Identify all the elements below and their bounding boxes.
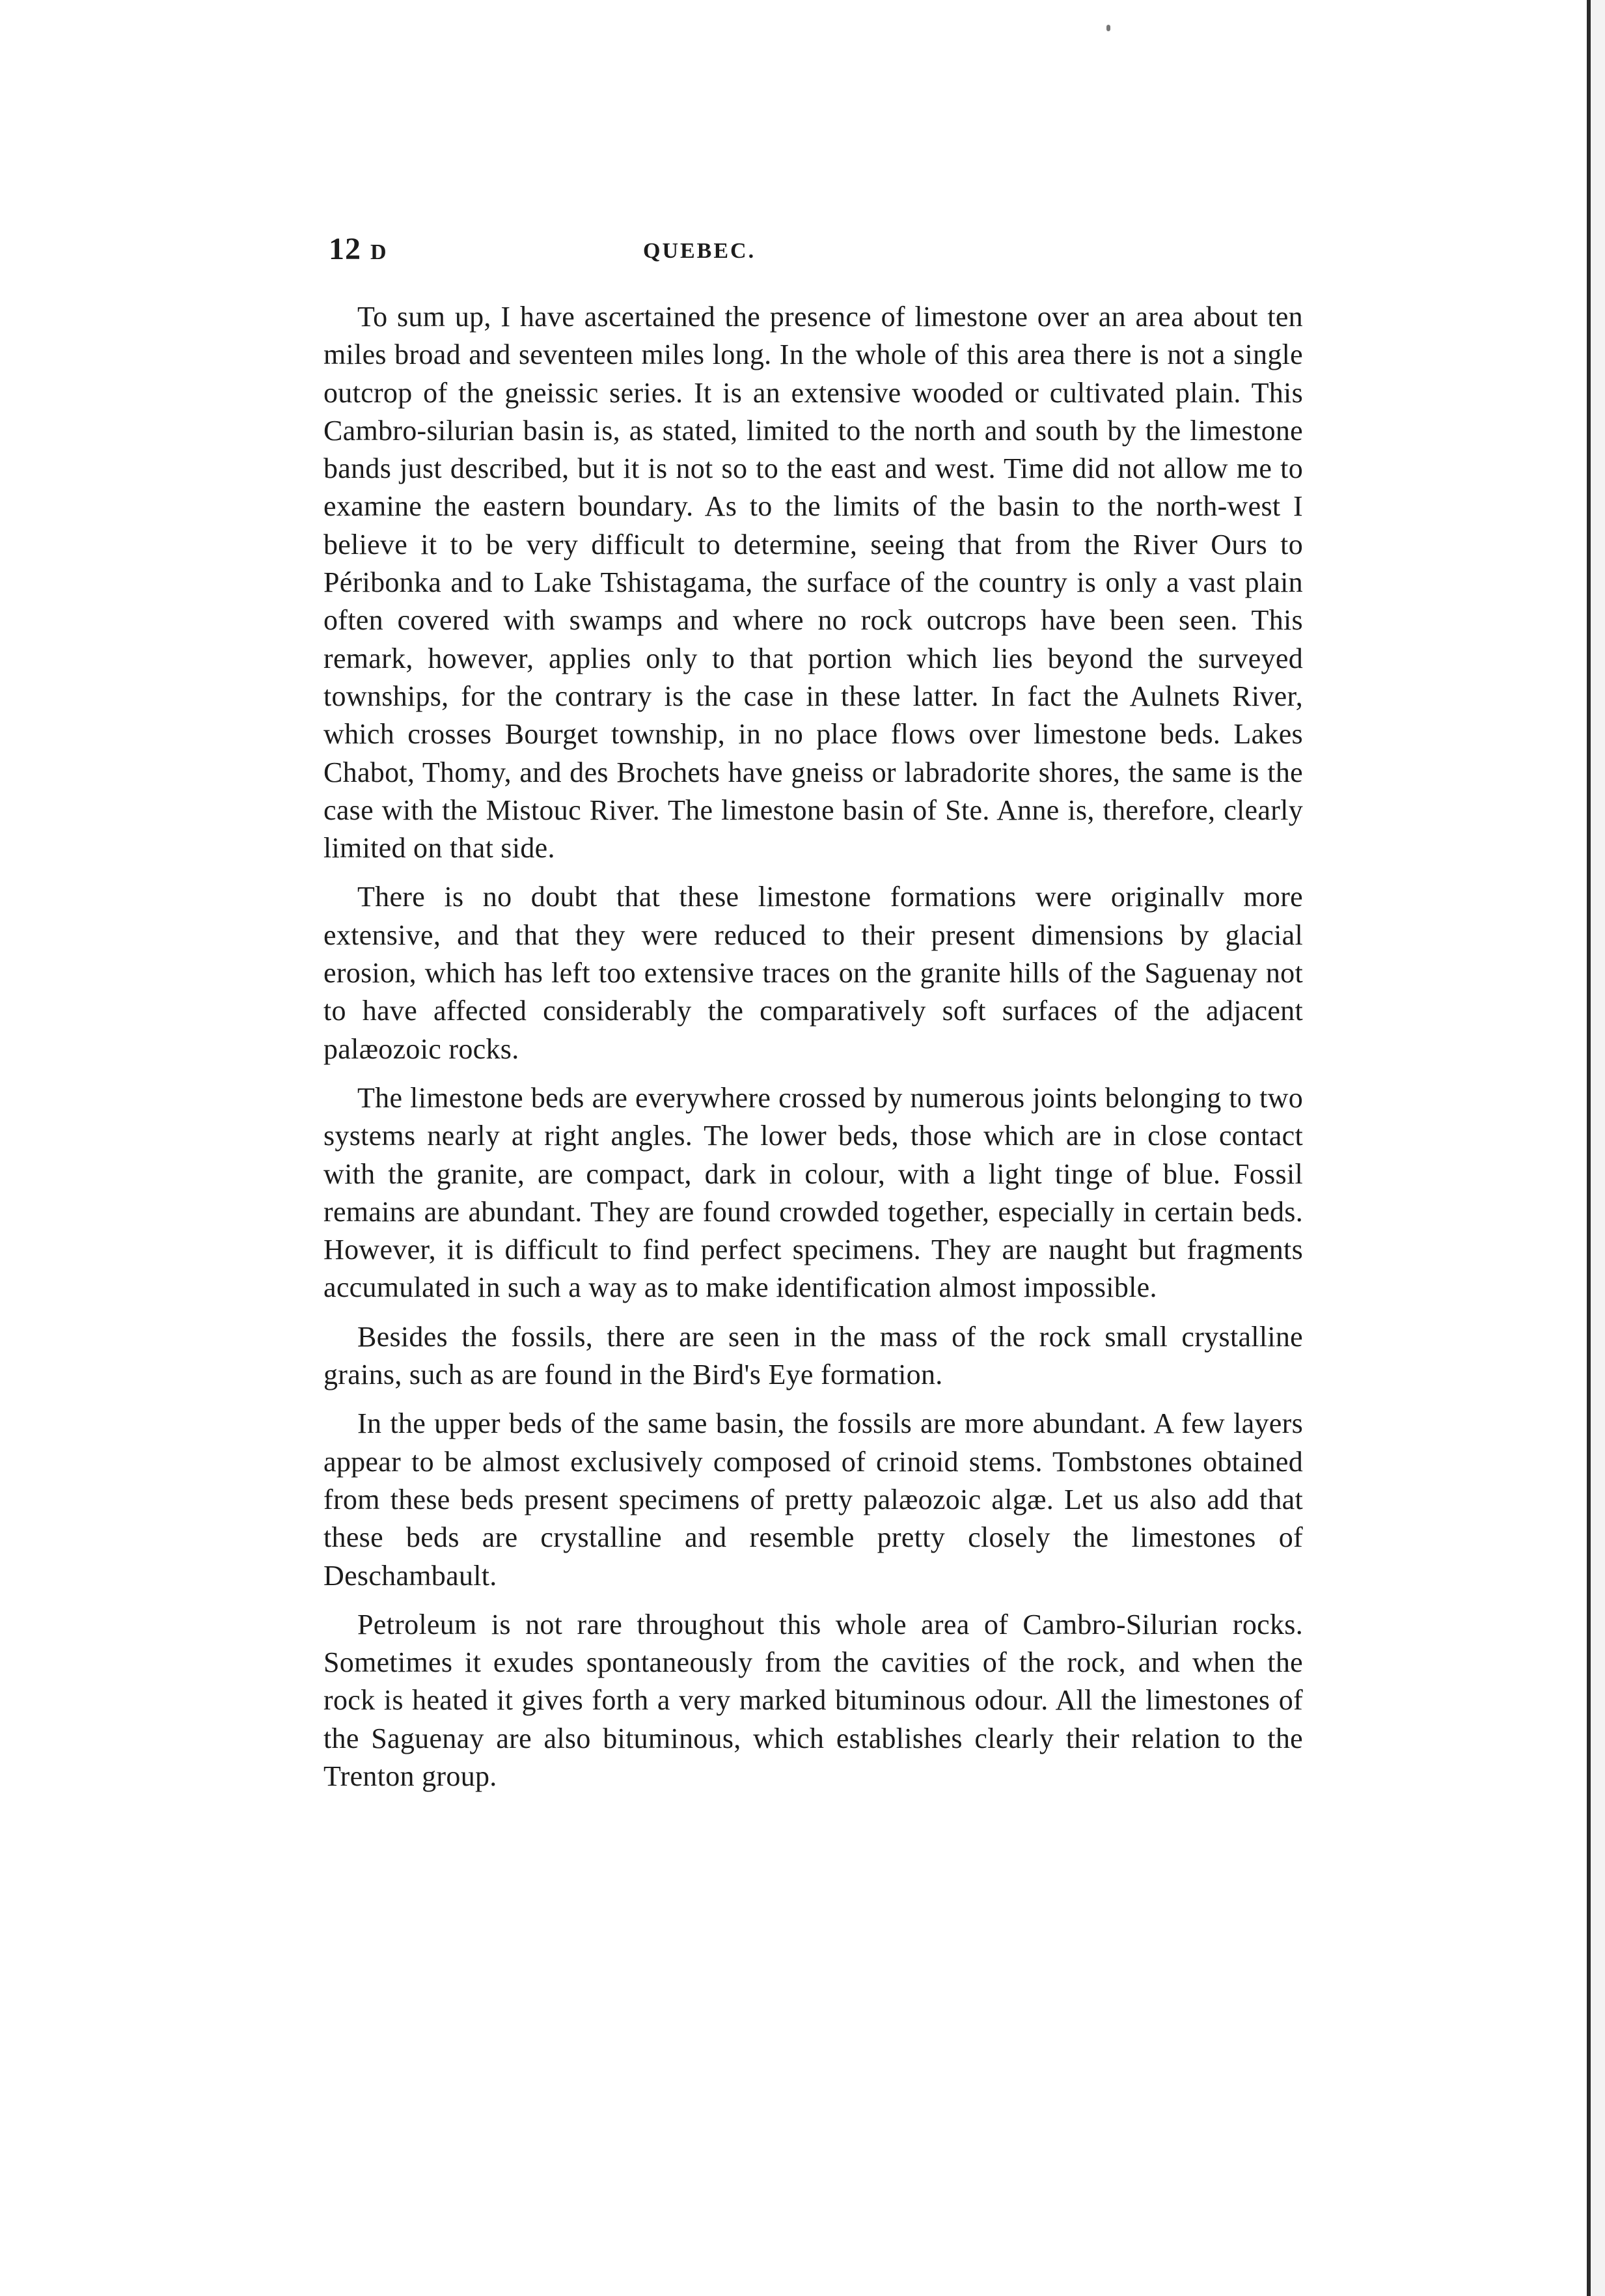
paragraph-5: In the upper beds of the same basin, the fossils are more abundant. A few layers appear to be almost exclusively composed of crinoid stems. Tombstones obtained from these beds present specimens of pretty palæozoic algæ. Let us also add that these beds are crystalline and resemble pretty closely the limestones of Deschambault. bbox=[323, 1407, 1303, 1592]
paragraph-6: Petroleum is not rare throughout this whole area of Cambro-Silurian rocks. Sometimes it exudes spontaneously from the cavities of the rock, and when the rock is heated it gives forth a very marked bituminous odour. All the limestones of the Saguenay are also bituminous, which establishes clearly their relation to the Trenton group. bbox=[323, 1608, 1303, 1792]
page-header bbox=[323, 231, 1300, 277]
paragraph-3: The limestone beds are everywhere crossed by numerous joints belonging to two systems nearly at right angles. The lower beds, those which are in close contact with the granite, are compact, dark in colour, with a light tinge of blue. Fossil remains are abundant. They are found crowded together, especially in certain beds. However, it is difficult to find perfect specimens. They are naught but fragments accumulated in such a way as to make identification almost impossible. bbox=[323, 1081, 1303, 1304]
body-text bbox=[323, 298, 1303, 1806]
running-head: QUEBEC. bbox=[643, 239, 756, 263]
paragraph-1: To sum up, I have ascertained the presence of limestone over an area about ten miles broad and seventeen miles long. In the whole of this area there is not a single outcrop of the gneissic series. It is an extensive wooded or cultivated plain. This Cambro-silurian basin is, as stated, limited to the north and south by the limestone bands just described, but it is not so to the east and west. Time did not allow me to examine the eastern boundary. As to the limits of the basin to the north-west I believe it to be very difficult to determine, seeing that from the River Ours to Péribonka and to Lake Tshistagama, the surface of the country is only a vast plain often covered with swamps and where no rock outcrops have been seen. This remark, however, applies only to that portion which lies beyond the surveyed townships, for the contrary is the case in these latter. In fact the Aulnets River, which crosses Bourget township, in no place flows over limestone beds. Lakes Chabot, Thomy, and des Brochets have gneiss or labradorite shores, the same is the case with the Mistouc River. The limestone basin of Ste. Anne is, therefore, clearly limited on that side. bbox=[323, 301, 1303, 864]
page-edge-shadow bbox=[1591, 0, 1605, 2296]
page-edge-border bbox=[1587, 0, 1591, 2296]
paragraph-2: There is no doubt that these limestone formations were originallv more extensive, and that they were reduced to their present dimensions by glacial erosion, which has left too extensive traces on the granite hills of the Saguenay not to have affected considerably the comparatively soft surfaces of the adjacent palæozoic rocks. bbox=[323, 881, 1303, 1065]
page-number-value: 12 bbox=[329, 232, 361, 266]
paragraph-4: Besides the fossils, there are seen in the mass of the rock small crystalline grains, such as are found in the Bird's Eye formation. bbox=[323, 1320, 1303, 1391]
scan-speck bbox=[1106, 25, 1110, 31]
page-number bbox=[329, 231, 387, 267]
page-number-suffix: D bbox=[370, 240, 387, 264]
